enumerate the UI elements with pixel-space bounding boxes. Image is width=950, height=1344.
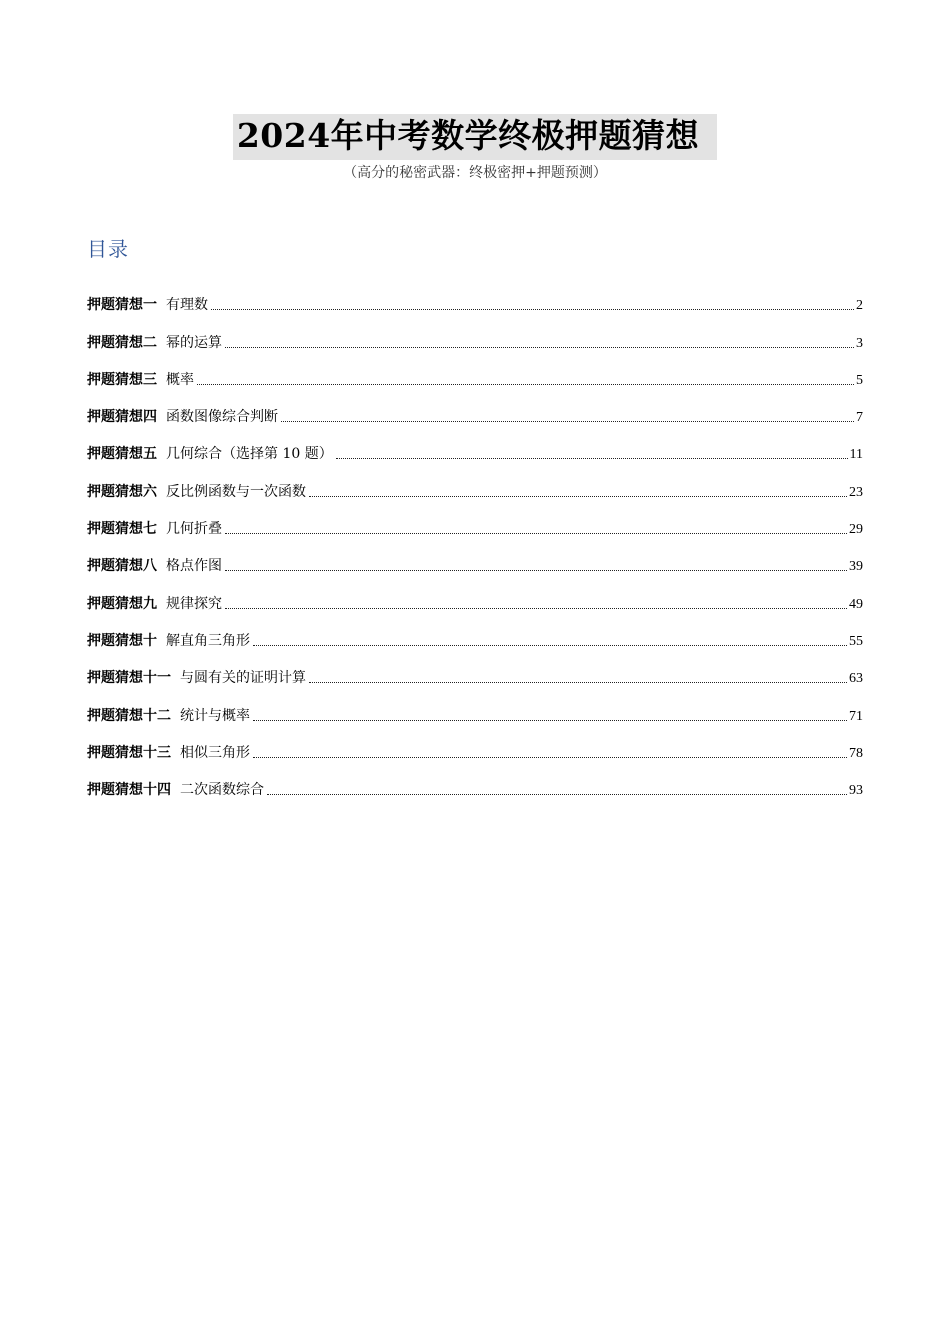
toc-entry-number: 押题猜想一 (87, 297, 157, 314)
toc-entry[interactable] (87, 426, 863, 463)
toc-entry-page: 5 (856, 372, 863, 388)
toc-entry-page: 7 (856, 410, 863, 426)
toc-entry-label (87, 332, 222, 352)
toc-leader-dots (253, 644, 847, 646)
toc-entry-topic: 格点作图 (166, 558, 222, 575)
toc-entry-topic: 统计与概率 (180, 707, 250, 724)
toc-entry-topic: 函数图像综合判断 (166, 409, 278, 426)
toc-entry-label (87, 593, 222, 613)
toc-entry-number: 押题猜想七 (87, 521, 157, 538)
toc-entry-topic: 反比例函数与一次函数 (166, 483, 306, 500)
toc-entry-number: 押题猜想十 (87, 632, 157, 649)
toc-entry-topic: 有理数 (166, 297, 208, 314)
toc-entry-number: 押题猜想九 (87, 595, 157, 612)
toc-entry-page: 11 (849, 447, 863, 463)
toc-entry-number: 押题猜想二 (87, 334, 157, 351)
toc-entry-number: 押题猜想八 (87, 558, 157, 575)
toc-entry[interactable] (87, 687, 863, 724)
toc-heading: 目录 (87, 237, 129, 261)
toc-entry[interactable] (87, 725, 863, 762)
toc-entry-topic: 规律探究 (166, 595, 222, 612)
toc-leader-dots (309, 495, 847, 497)
toc-entry[interactable] (87, 389, 863, 426)
toc-entry-number: 押题猜想三 (87, 371, 157, 388)
toc-leader-dots (225, 346, 854, 348)
toc-leader-dots (197, 383, 854, 385)
table-of-contents (87, 277, 863, 799)
document-subtitle: （高分的秘密武器：终极密押+押题预测） (343, 165, 607, 181)
toc-leader-dots (211, 308, 854, 310)
toc-entry[interactable] (87, 575, 863, 612)
toc-entry-number: 押题猜想六 (87, 483, 157, 500)
toc-entry[interactable] (87, 762, 863, 799)
toc-leader-dots (281, 420, 854, 422)
toc-entry[interactable] (87, 352, 863, 389)
toc-entry-label (87, 481, 306, 501)
toc-entry-page: 63 (849, 671, 863, 687)
toc-leader-dots (309, 681, 847, 683)
toc-leader-dots (336, 457, 848, 459)
toc-entry[interactable] (87, 501, 863, 538)
toc-entry-page: 71 (849, 708, 863, 724)
toc-leader-dots (225, 607, 847, 609)
toc-entry-page: 78 (849, 745, 863, 761)
toc-entry-label (87, 742, 250, 762)
toc-entry[interactable] (87, 463, 863, 500)
toc-leader-dots (253, 719, 847, 721)
toc-entry-label (87, 667, 306, 687)
toc-entry[interactable] (87, 613, 863, 650)
toc-entry-number: 押题猜想五 (87, 446, 157, 463)
toc-entry-number: 押题猜想十四 (87, 782, 171, 799)
toc-entry-topic: 幂的运算 (166, 334, 222, 351)
toc-entry-topic: 几何折叠 (166, 521, 222, 538)
toc-entry-label (87, 779, 264, 799)
toc-entry-number: 押题猜想十一 (87, 670, 171, 687)
toc-entry-label (87, 369, 194, 389)
toc-entry-topic: 与圆有关的证明计算 (180, 670, 306, 687)
title-wrapper (0, 114, 950, 160)
toc-entry-label (87, 443, 333, 463)
toc-entry-number: 押题猜想四 (87, 409, 157, 426)
toc-entry-topic: 相似三角形 (180, 744, 250, 761)
toc-entry-label (87, 518, 222, 538)
toc-entry-number: 押题猜想十二 (87, 707, 171, 724)
document-title: 2024年中考数学终极押题猜想 (233, 114, 717, 160)
toc-entry-label (87, 294, 208, 314)
toc-entry-topic: 概率 (166, 371, 194, 388)
toc-entry-page: 29 (849, 522, 863, 538)
toc-entry-page: 49 (849, 596, 863, 612)
toc-entry[interactable] (87, 277, 863, 314)
toc-entry-page: 2 (856, 298, 863, 314)
toc-entry-page: 23 (849, 484, 863, 500)
toc-leader-dots (253, 756, 847, 758)
toc-entry-topic: 二次函数综合 (180, 782, 264, 799)
toc-entry-page: 55 (849, 633, 863, 649)
toc-entry-page: 39 (849, 559, 863, 575)
toc-entry-label (87, 555, 222, 575)
toc-entry[interactable] (87, 650, 863, 687)
toc-entry-number: 押题猜想十三 (87, 744, 171, 761)
toc-entry-page: 93 (849, 783, 863, 799)
toc-leader-dots (267, 793, 847, 795)
toc-entry-label (87, 406, 278, 426)
toc-entry-topic: 解直角三角形 (166, 632, 250, 649)
toc-entry[interactable] (87, 314, 863, 351)
toc-entry-label (87, 630, 250, 650)
toc-entry-label (87, 705, 250, 725)
toc-leader-dots (225, 569, 847, 571)
toc-leader-dots (225, 532, 847, 534)
toc-entry-page: 3 (856, 335, 863, 351)
toc-entry-topic: 几何综合（选择第 10 题） (166, 446, 333, 463)
toc-entry[interactable] (87, 538, 863, 575)
